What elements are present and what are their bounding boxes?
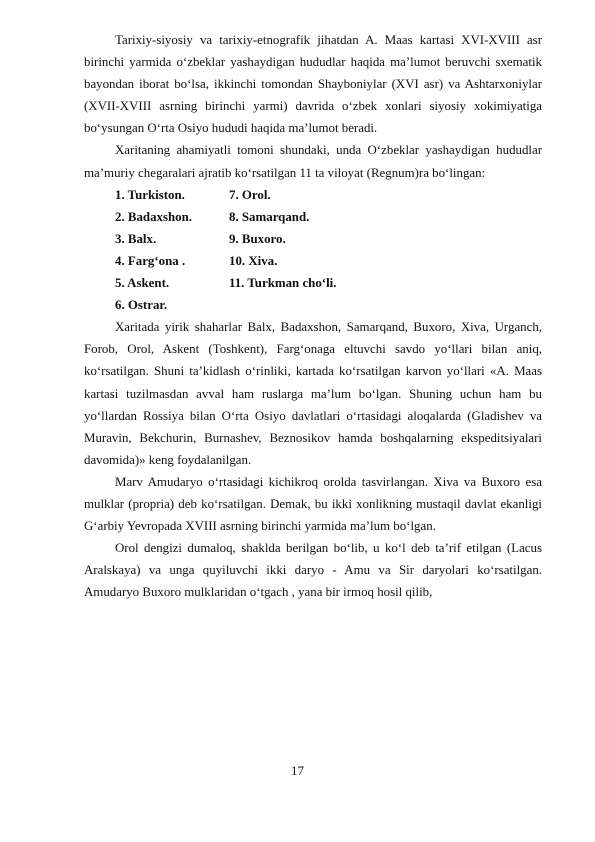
paragraph-aral-sea: Orol dengizi dumaloq, shaklda berilgan bo‘lib, u ko‘l deb ta’rif etilgan (Lacus Aralskaya) va unga quyiluvchi ikki daryo - Amu va Sir daryolari ko‘rsatilgan. Amudaryo Buxoro mulklaridan o‘tgach , yana bir irmoq hosil qilib, [84,541,542,600]
region-item: 4. Farg‘ona . [115,253,186,268]
paragraph-marv-khanates: Marv Amudaryo o‘rtasidagi kichikroq orolda tasvirlangan. Xiva va Buxoro esa mulklar (propria) deb ko‘rsatilgan. Demak, bu ikki xonlikning mustaqil davlat ekanligi G‘arbiy Yevropada XVIII asrning birinchi yarmida ma’lum bo‘lgan. [84,474,542,534]
region-item: 3. Balx. [115,231,157,246]
list-item [115,250,542,272]
paragraph-map-cities-routes: Xaritada yirik shaharlar Balx, Badaxshon, Samarqand, Buxoro, Xiva, Urganch, Forob, Orol, Askent (Toshkent), Farg‘onaga eltuvchi savdo yo‘llari bilan aniq, ko‘rsatilgan. Shuni ta’kidlash o‘rinliki, kartada ko‘rsatilgan karvon yo‘llari «A. Maas kartasi tuzilmasdan avval ham ruslarga ma’lum bo‘lgan. Shuning uchun ham bu yo‘llardan Rossiya bilan O‘rta Osiyo davlatlari o‘rtasidagi aloqalarda (Gladishev va Muravin, Bekchurin, Burnashev, Beznosikov hamda boshqalarning ekspeditsiyalari davomida)» keng foydalanilgan. [84,320,542,467]
paragraph-maas-map-intro: Tarixiy-siyosiy va tarixiy-etnografik jihatdan A. Maas kartasi XVI-XVIII asr birinchi yarmida o‘zbeklar yashaydigan hududlar haqida ma’lumot beruvchi sxematik bayondan iborat bo‘lsa, ikkinchi tomondan Shayboniylar (XVI asr) va Ashtarxoniylar (XVII-XVIII asrning birinchi yarmi) davrida o‘zbek xonlari siyosiy xokimiyatiga bo‘ysungan O‘rta Osiyo hududi haqida ma’lumot beradi. [84,33,542,136]
region-item: 8. Samarqand. [229,209,310,224]
region-item: 5. Askent. [115,276,170,291]
document-body [84,29,542,603]
list-item [115,272,542,294]
region-item: 6. Ostrar. [115,298,168,313]
list-item [115,294,542,316]
paragraph-map-regions-intro: Xaritaning ahamiyatli tomoni shundaki, unda O‘zbeklar yashaydigan hududlar ma’muriy chegaralari ajratib ko‘rsatilgan 11 ta viloyat (Regnum)ra bo‘lingan: [84,143,542,180]
list-item [115,206,542,228]
list-item [115,228,542,250]
region-item: 2. Badaxshon. [115,209,193,224]
region-item: 11. Turkman cho‘li. [229,276,337,291]
regions-list [84,184,542,317]
region-item: 7. Orol. [229,187,271,202]
region-item: 10. Xiva. [229,253,278,268]
list-item [115,184,542,206]
page-number: 17 [291,764,304,778]
region-item: 1. Turkiston. [115,187,185,202]
region-item: 9. Buxoro. [229,231,286,246]
